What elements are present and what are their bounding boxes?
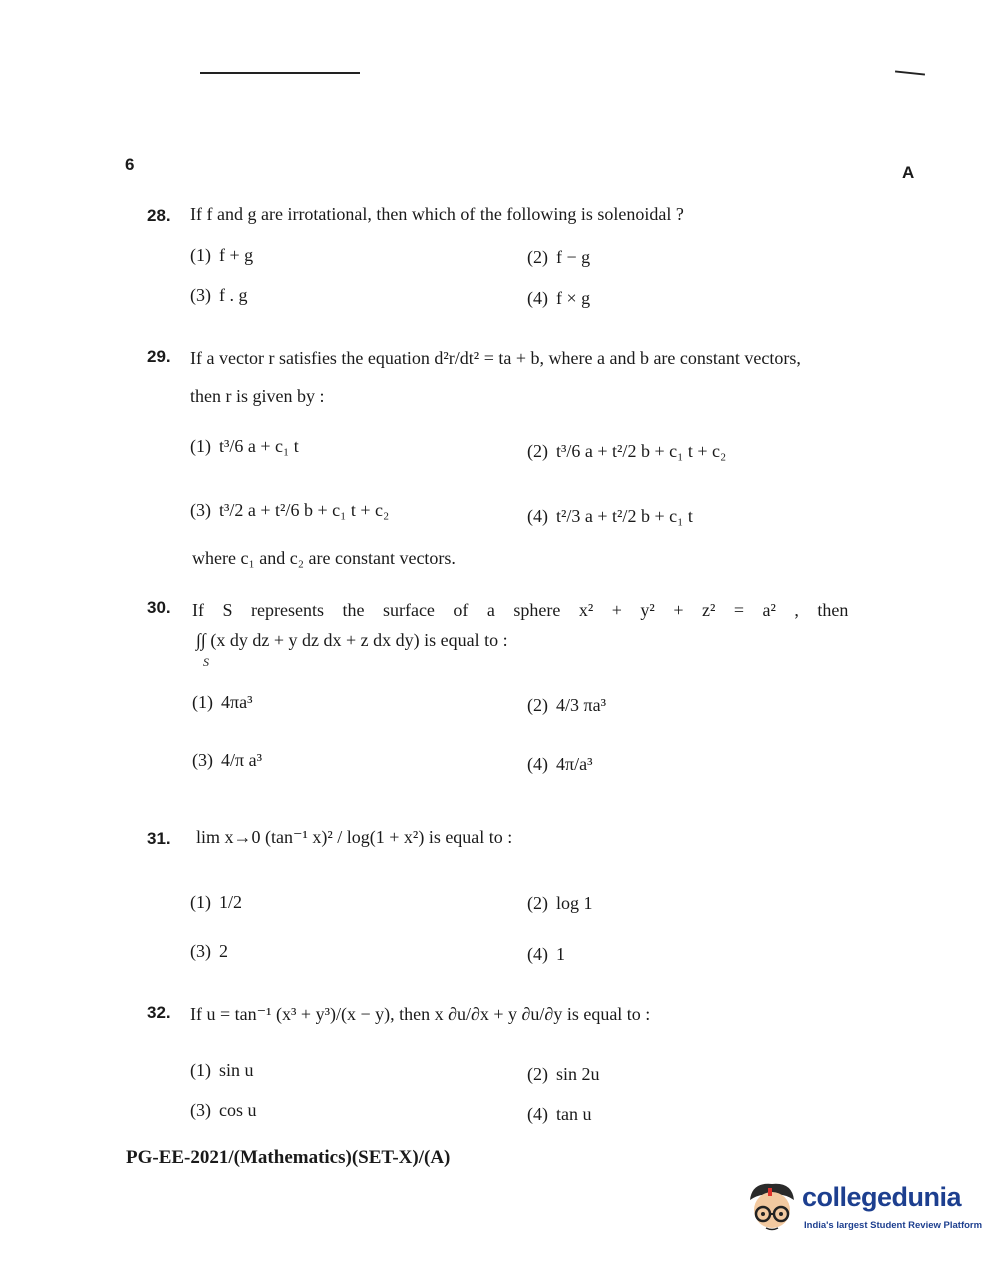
question-number: 28. xyxy=(147,206,171,225)
option-text: 4/π a³ xyxy=(221,750,262,770)
option-label: (1) xyxy=(190,892,211,912)
option-text: cos u xyxy=(219,1100,257,1120)
page-number: 6 xyxy=(125,155,135,174)
mascot-icon xyxy=(742,1178,802,1242)
option-label: (2) xyxy=(527,695,548,715)
option-label: (2) xyxy=(527,1064,548,1084)
option xyxy=(190,436,299,457)
option xyxy=(527,944,565,965)
question-stem: If u = tan⁻¹ (x³ + y³)/(x − y), then x ∂u/∂x + y ∂u/∂y is equal to : xyxy=(190,1004,651,1024)
question-note: where c₁ and c₂ are constant vectors. xyxy=(192,548,456,568)
option-label: (3) xyxy=(190,941,211,961)
question-number: 31. xyxy=(147,829,171,848)
surface-subscript: S xyxy=(203,655,209,669)
option xyxy=(190,285,248,306)
option xyxy=(190,892,242,913)
option xyxy=(527,1104,592,1125)
question-number: 32. xyxy=(147,1003,171,1022)
option-text: 1/2 xyxy=(219,892,243,912)
option-label: (2) xyxy=(527,893,548,913)
option-label: (2) xyxy=(527,441,548,461)
option xyxy=(527,247,590,268)
option xyxy=(527,1064,600,1085)
option-label: (4) xyxy=(527,944,548,964)
option-text: log 1 xyxy=(556,893,593,913)
option-text: t³/6 a + c₁ t xyxy=(219,436,299,456)
option-label: (3) xyxy=(192,750,213,770)
option xyxy=(190,1060,254,1081)
option xyxy=(190,1100,257,1121)
option-text: f × g xyxy=(556,288,591,308)
option-text: 4π/a³ xyxy=(556,754,593,774)
option-label: (2) xyxy=(527,247,548,267)
question-stem-continued: then r is given by : xyxy=(190,386,325,406)
option xyxy=(190,941,228,962)
question-number: 29. xyxy=(147,347,171,366)
option-text: f + g xyxy=(219,245,254,265)
option-label: (1) xyxy=(190,245,211,265)
option-label: (3) xyxy=(190,285,211,305)
option xyxy=(527,695,606,716)
option xyxy=(190,500,389,521)
option-text: t³/6 a + t²/2 b + c₁ t + c₂ xyxy=(556,441,727,461)
question-number: 30. xyxy=(147,598,171,617)
option-label: (4) xyxy=(527,754,548,774)
collegedunia-logo xyxy=(742,1178,983,1246)
option-text: t²/3 a + t²/2 b + c₁ t xyxy=(556,506,693,526)
option-label: (4) xyxy=(527,1104,548,1124)
option-label: (4) xyxy=(527,506,548,526)
option xyxy=(192,750,262,771)
paper-code: PG-EE-2021/(Mathematics)(SET-X)/(A) xyxy=(126,1147,451,1168)
option-text: sin 2u xyxy=(556,1064,600,1084)
top-rule-right xyxy=(895,70,925,75)
question-stem: If S represents the surface of a sphere x² + y² + z² = a² , then xyxy=(192,600,849,620)
option xyxy=(190,245,253,266)
option-text: 4/3 πa³ xyxy=(556,695,606,715)
option-text: tan u xyxy=(556,1104,592,1124)
option-text: 4πa³ xyxy=(221,692,253,712)
option-label: (1) xyxy=(192,692,213,712)
option xyxy=(527,754,592,775)
set-letter: A xyxy=(902,163,915,182)
option-text: f − g xyxy=(556,247,591,267)
brand-name: collegedunia xyxy=(802,1182,962,1212)
question-stem: If f and g are irrotational, then which of the following is solenoidal ? xyxy=(190,204,684,224)
question-stem-continued: ∫∫ (x dy dz + y dz dx + z dx dy) is equal to : xyxy=(196,630,508,650)
option-label: (3) xyxy=(190,500,211,520)
option-text: 2 xyxy=(219,941,228,961)
option xyxy=(527,288,590,309)
option-label: (1) xyxy=(190,1060,211,1080)
option xyxy=(527,893,593,914)
option-text: f . g xyxy=(219,285,248,305)
option-text: sin u xyxy=(219,1060,254,1080)
option-label: (3) xyxy=(190,1100,211,1120)
option-text: 1 xyxy=(556,944,565,964)
question-stem: If a vector r satisfies the equation d²r/dt² = ta + b, where a and b are constant vectors, xyxy=(190,348,801,368)
option xyxy=(192,692,252,713)
question-stem: lim x→0 (tan⁻¹ x)² / log(1 + x²) is equal to : xyxy=(196,827,513,847)
option xyxy=(527,506,693,527)
brand-tagline: India's largest Student Review Platform xyxy=(804,1220,983,1231)
option-label: (1) xyxy=(190,436,211,456)
top-rule-left xyxy=(200,72,360,74)
option xyxy=(527,441,726,462)
option-label: (4) xyxy=(527,288,548,308)
option-text: t³/2 a + t²/6 b + c₁ t + c₂ xyxy=(219,500,390,520)
